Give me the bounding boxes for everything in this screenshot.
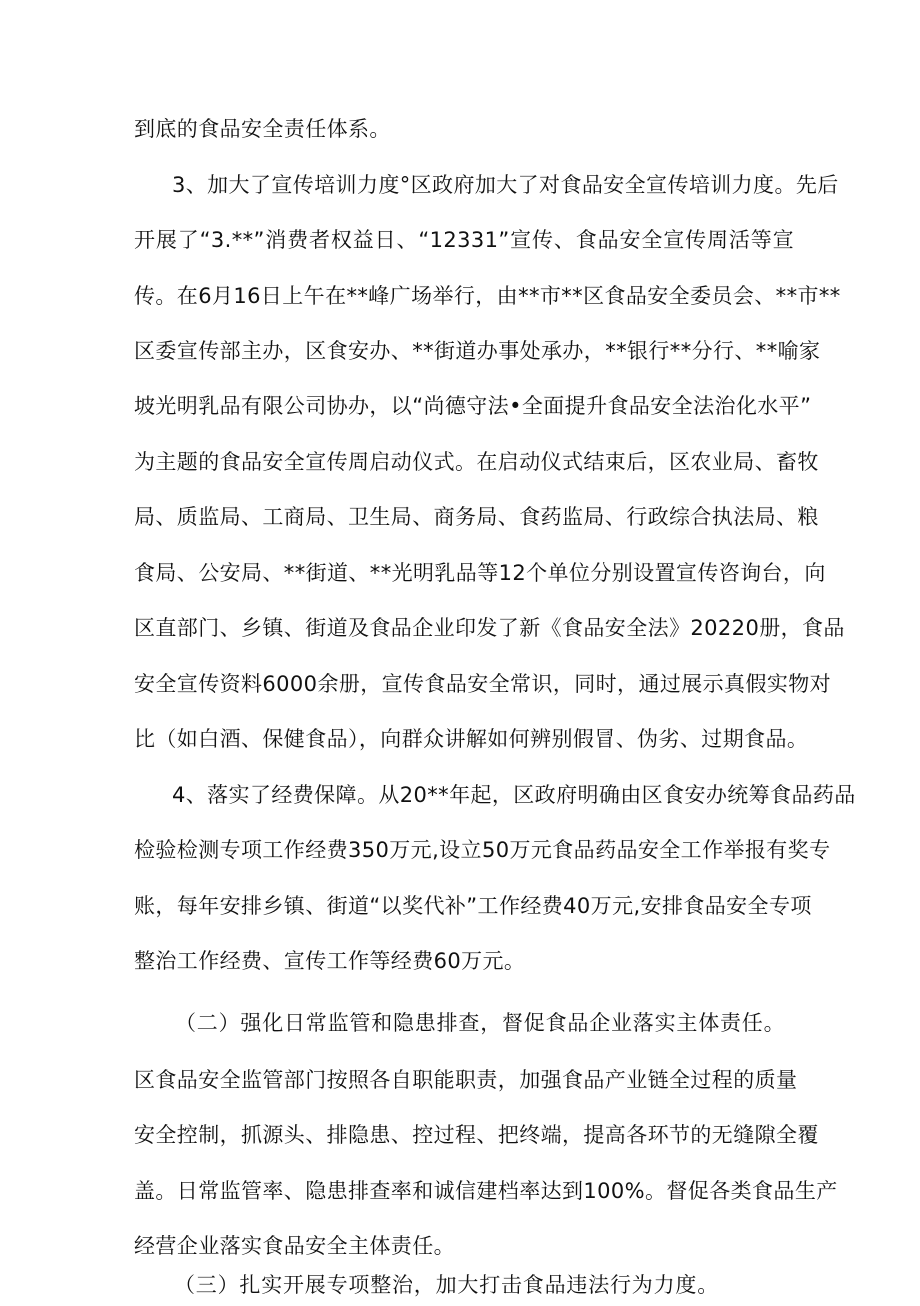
text-line: 坡光明乳品有限公司协办，以“尚德守法•全面提升食品安全法治化水平”: [134, 394, 812, 418]
text-line: 4、落实了经费保障。从20**年起，区政府明确由区食安办统筹食品药品: [172, 783, 856, 807]
text-line: 区委宣传部主办，区食安办、**街道办事处承办，**银行**分行、**喻家: [134, 339, 821, 363]
text-line: 比（如白酒、保健食品），向群众讲解如何辨别假冒、伪劣、过期食品。: [134, 727, 809, 751]
text-line: 开展了“3.**”消费者权益日、“12331”宣传、食品安全宣传周活等宣: [134, 228, 794, 252]
text-line: 为主题的食品安全宣传周启动仪式。在启动仪式结束后，区农业局、畜牧: [134, 450, 819, 474]
text-line: 经营企业落实食品安全主体责任。: [134, 1234, 455, 1258]
text-line: 安全宣传资料6000余册，宣传食品安全常识，同时，通过展示真假实物对: [134, 672, 832, 696]
text-line: 食局、公安局、**街道、**光明乳品等12个单位分别设置宣传咨询台，向: [134, 561, 826, 585]
text-line: 局、质监局、工商局、卫生局、商务局、食药监局、行政综合执法局、粮: [134, 505, 819, 529]
text-line: 区直部门、乡镇、街道及食品企业印发了新《食品安全法》20220册，食品: [134, 616, 845, 640]
text-line: 盖。日常监管率、隐患排查率和诚信建档率达到100%。督促各类食品生产: [134, 1179, 838, 1203]
text-line: 3、加大了宣传培训力度°区政府加大了对食品安全宣传培训力度。先后: [172, 173, 839, 197]
text-line: 整治工作经费、宣传工作等经费60万元。: [134, 949, 526, 973]
text-line: 安全控制，抓源头、排隐患、控过程、把终端，提高各环节的无缝隙全覆: [134, 1123, 819, 1147]
text-line: 传。在6月16日上午在**峰广场举行，由**市**区食品安全委员会、**市**: [134, 284, 841, 308]
text-line: 区食品安全监管部门按照各自职能职责，加强食品产业链全过程的质量: [134, 1068, 798, 1092]
text-line: 账，每年安排乡镇、街道“以奖代补”工作经费40万元,安排食品安全专项: [134, 894, 812, 918]
text-line: 到底的食品安全责任体系。: [134, 117, 391, 141]
text-line: 检验检测专项工作经费350万元,设立50万元食品药品安全工作举报有奖专: [134, 838, 831, 862]
section-heading: （三）扎实开展专项整治，加大打击食品违法行为力度。: [174, 1273, 719, 1297]
section-heading: （二）强化日常监管和隐患排查，督促食品企业落实主体责任。: [175, 1011, 786, 1035]
